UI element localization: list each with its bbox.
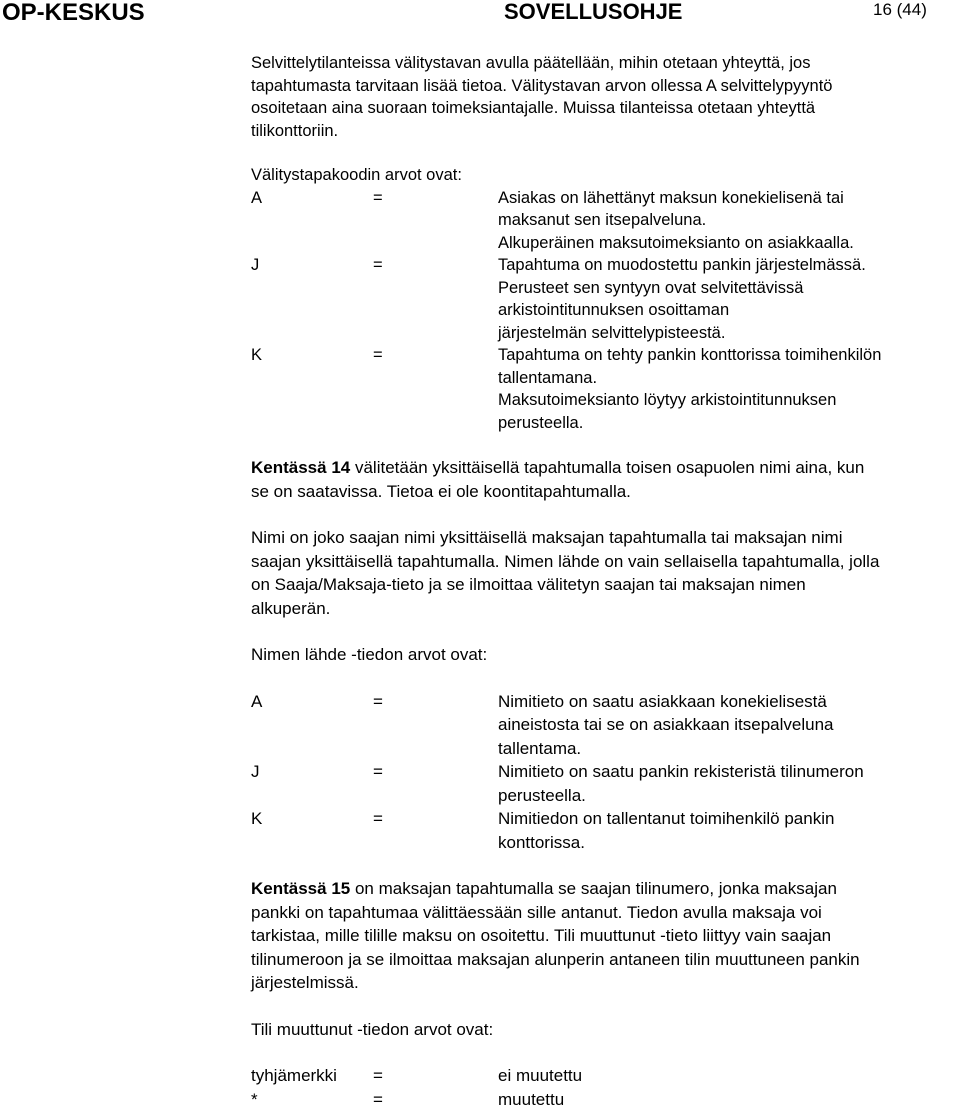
definition-item: [251, 1088, 956, 1111]
text-line: Tapahtuma on muodostettu pankin järjestelmässä.: [498, 254, 956, 277]
definition-key: J: [251, 254, 259, 277]
text-line: tarkistaa, mille tilille maksu on osoitettu. Tili muuttunut -tieto liittyy vain saajan: [251, 924, 956, 948]
definition-key: A: [251, 690, 262, 714]
text-line: järjestelmän selvittelypisteestä.: [498, 322, 956, 345]
definition-text: [498, 1064, 956, 1088]
definition-text: [498, 760, 956, 807]
text-line: ei muutettu: [498, 1064, 956, 1088]
equals-sign: =: [373, 690, 383, 714]
definition-text: [498, 344, 956, 434]
text-line: aineistosta tai se on asiakkaan itsepalveluna: [498, 713, 956, 737]
text-line: tilinumeroon ja se ilmoittaa maksajan alunperin antaneen tilin muuttuneen pankin: [251, 948, 956, 972]
definition-key: A: [251, 187, 262, 210]
definition-item: [251, 254, 956, 344]
text-line: perusteella.: [498, 784, 956, 808]
text-line: tapahtumasta tarvitaan lisää tietoa. Välitystavan arvon ollessa A selvittelypyyntö: [251, 75, 956, 98]
text-line: Nimitieto on saatu pankin rekisteristä tilinumeron: [498, 760, 956, 784]
definition-text: [498, 690, 956, 761]
text-line: muutettu: [498, 1088, 956, 1111]
text-line: Selvittelytilanteissa välitystavan avulla päätellään, mihin otetaan yhteyttä, jos: [251, 52, 956, 75]
text-line: konttorissa.: [498, 831, 956, 855]
text-line: Nimitiedon on tallentanut toimihenkilö pankin: [498, 807, 956, 831]
definition-text: [498, 187, 956, 255]
definition-text: [498, 1088, 956, 1111]
text-line: Alkuperäinen maksutoimeksianto on asiakkaalla.: [498, 232, 956, 255]
equals-sign: =: [373, 807, 383, 831]
text-line: Asiakas on lähettänyt maksun konekielisenä tai: [498, 187, 956, 210]
definition-item: [251, 690, 956, 761]
page-header: [0, 0, 960, 28]
equals-sign: =: [373, 187, 383, 210]
definition-item: [251, 344, 956, 434]
text-line: arkistointitunnuksen osoittaman: [498, 299, 956, 322]
text-line: on Saaja/Maksaja-tieto ja se ilmoittaa välitetyn saajan tai maksajan nimen: [251, 573, 956, 597]
definition-text: [498, 254, 956, 344]
company-name: OP-KESKUS: [2, 0, 145, 27]
field-label: Kentässä 15: [251, 879, 350, 898]
text-line: tallentamana.: [498, 367, 956, 390]
text-line: Perusteet sen syntyyn ovat selvitettävissä: [498, 277, 956, 300]
definition-key: tyhjämerkki: [251, 1064, 337, 1088]
equals-sign: =: [373, 254, 383, 277]
page-number: 16 (44): [873, 0, 927, 20]
equals-sign: =: [373, 344, 383, 367]
section-heading: Nimen lähde -tiedon arvot ovat:: [251, 643, 956, 667]
text-line: tallentama.: [498, 737, 956, 761]
field-label: Kentässä 14: [251, 458, 350, 477]
text-line: se on saatavissa. Tietoa ei ole koontitapahtumalla.: [251, 480, 956, 504]
text-line: perusteella.: [498, 412, 956, 435]
text-line: on maksajan tapahtumalla se saajan tilinumero, jonka maksajan: [350, 879, 837, 898]
text-line: tilikonttoriin.: [251, 120, 956, 143]
text-line: Nimitieto on saatu asiakkaan konekielisestä: [498, 690, 956, 714]
text-line: pankki on tapahtumaa välittäessään sille antanut. Tiedon avulla maksaja voi: [251, 901, 956, 925]
section-heading: Tili muuttunut -tiedon arvot ovat:: [251, 1018, 956, 1042]
text-line: maksanut sen itsepalveluna.: [498, 209, 956, 232]
definition-item: [251, 1064, 956, 1088]
text-line: alkuperän.: [251, 597, 956, 621]
equals-sign: =: [373, 1064, 383, 1088]
equals-sign: =: [373, 1088, 383, 1111]
field-15-paragraph: [251, 877, 956, 995]
text-line: osoitetaan aina suoraan toimeksiantajalle. Muissa tilanteissa otetaan yhteyttä: [251, 97, 956, 120]
definition-key: J: [251, 760, 260, 784]
text-line: Maksutoimeksianto löytyy arkistointitunnuksen: [498, 389, 956, 412]
equals-sign: =: [373, 760, 383, 784]
document-body: [251, 52, 956, 1111]
text-line: järjestelmissä.: [251, 971, 956, 995]
text-line: välitetään yksittäisellä tapahtumalla toisen osapuolen nimi aina, kun: [350, 458, 864, 477]
definition-item: [251, 807, 956, 854]
definition-key: K: [251, 344, 262, 367]
name-paragraph: [251, 526, 956, 620]
text-line: Nimi on joko saajan nimi yksittäisellä maksajan tapahtumalla tai maksajan nimi: [251, 526, 956, 550]
text-line: saajan yksittäisellä tapahtumalla. Nimen lähde on vain sellaisella tapahtumalla, jolla: [251, 550, 956, 574]
document-title: SOVELLUSOHJE: [504, 0, 682, 25]
text-line: Tapahtuma on tehty pankin konttorissa toimihenkilön: [498, 344, 956, 367]
intro-paragraph: [251, 52, 956, 142]
definition-text: [498, 807, 956, 854]
definition-item: [251, 760, 956, 807]
field-14-paragraph: [251, 456, 956, 503]
section-heading: Välitystapakoodin arvot ovat:: [251, 164, 956, 187]
definition-key: *: [251, 1088, 258, 1111]
definition-item: [251, 187, 956, 255]
definition-key: K: [251, 807, 262, 831]
